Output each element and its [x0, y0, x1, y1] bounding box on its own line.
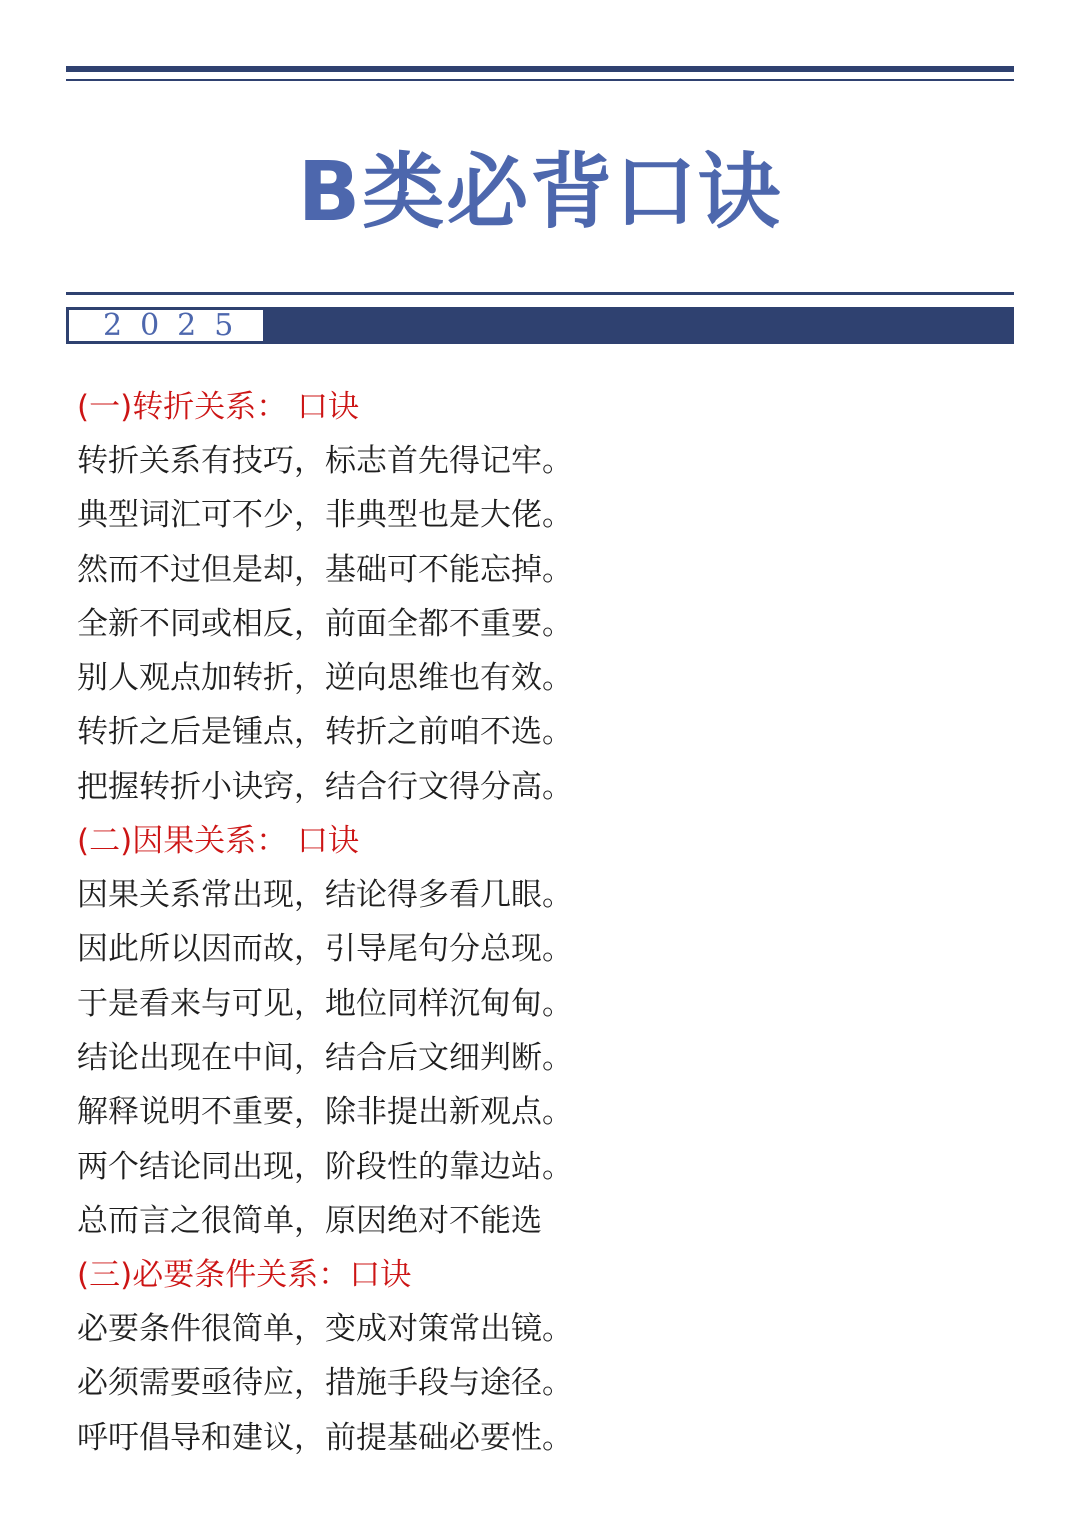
section-heading: (一)转折关系： 口诀 — [77, 389, 360, 425]
verse-line: 转折关系有技巧，标志首先得记牢。 — [77, 443, 573, 479]
content — [77, 380, 977, 1465]
section-3 — [77, 1248, 977, 1465]
verse-line: 于是看来与可见，地位同样沉甸甸。 — [77, 985, 573, 1022]
verse-line: 典型词汇可不少，非典型也是大佬。 — [77, 497, 573, 534]
verse-line: 别人观点加转折，逆向思维也有效。 — [77, 660, 573, 697]
year-banner — [66, 307, 1014, 344]
divider-rule — [66, 292, 1014, 295]
verse-line: 总而言之很简单，原因绝对不能选 — [77, 1202, 542, 1239]
verse-line: 全新不同或相反，前面全都不重要。 — [77, 605, 573, 642]
verse-line: 呼吁倡导和建议，前提基础必要性。 — [77, 1419, 573, 1456]
verse-line: 解释说明不重要，除非提出新观点。 — [77, 1094, 573, 1131]
verse-line: 结论出现在中间，结合后文细判断。 — [77, 1039, 573, 1076]
top-rule-thin — [66, 79, 1014, 81]
section-heading: (二)因果关系： 口诀 — [77, 823, 360, 860]
verse-line: 必须需要亟待应，措施手段与途径。 — [77, 1365, 573, 1402]
section-1 — [77, 380, 977, 814]
top-rule-thick — [66, 66, 1014, 72]
page-title: B类必背口诀 — [297, 145, 783, 240]
verse-line: 因此所以因而故，引导尾句分总现。 — [77, 931, 573, 968]
year-label: 2025 — [69, 310, 263, 341]
section-heading: (三)必要条件关系：口诀 — [77, 1257, 412, 1294]
section-2 — [77, 814, 977, 1248]
verse-line: 必要条件很简单，变成对策常出镜。 — [77, 1311, 573, 1348]
verse-line: 把握转折小诀窍，结合行文得分高。 — [77, 768, 573, 805]
verse-line: 两个结论同出现，阶段性的靠边站。 — [77, 1148, 573, 1185]
verse-line: 然而不过但是却，基础可不能忘掉。 — [77, 551, 573, 588]
verse-line: 转折之后是锺点，转折之前咱不选。 — [77, 714, 573, 751]
verse-line: 因果关系常出现，结论得多看几眼。 — [77, 877, 573, 914]
